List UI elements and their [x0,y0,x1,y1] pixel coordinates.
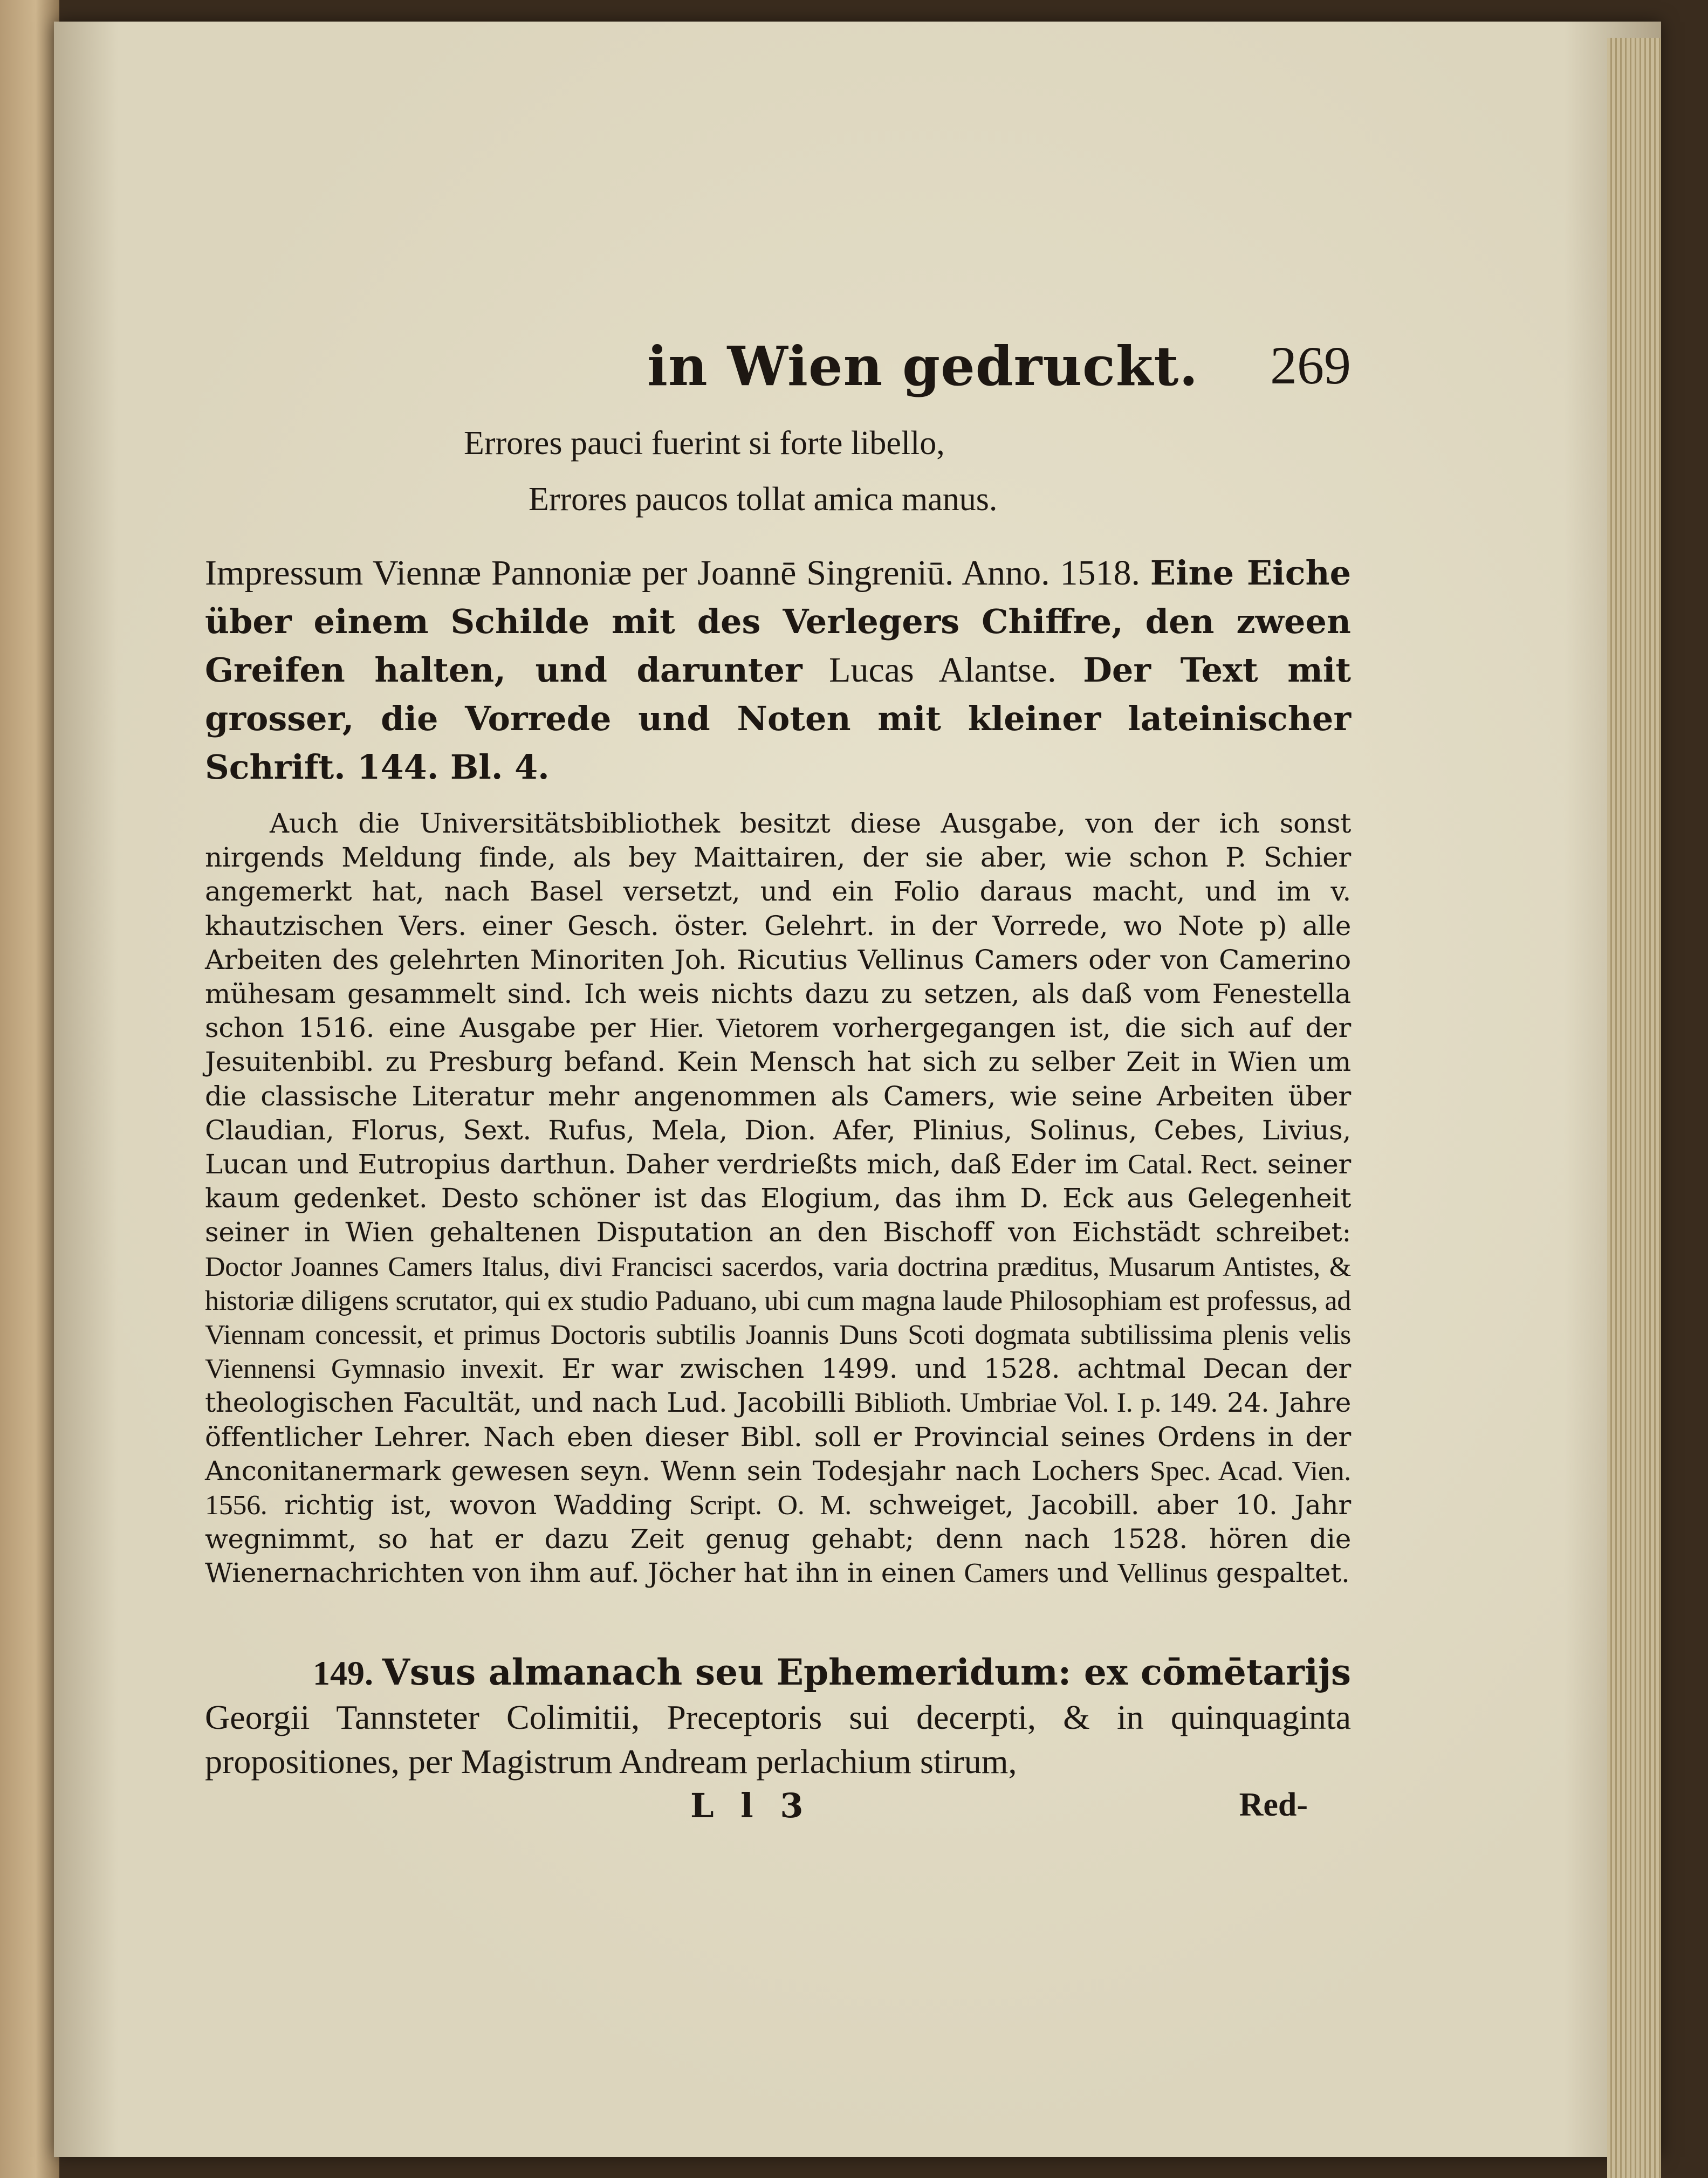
impressum-german-b: Der Text mit grosser, die Vorrede und Noten mit kleiner lateinischer Schrift. 144. Bl. 4. [205,650,1352,787]
impressum-paragraph [205,549,1351,792]
signature-mark: L l 3 [690,1785,811,1825]
note-text-3: seiner kaum gedenket. Desto schöner ist das Elogium, das ihm D. Eck aus Gelegenheit seiner in Wien gehaltenen Disputation an den Bischoff von Eichstädt schreibet: [205,1149,1352,1248]
note-latin-1: Hier. Vietorem [649,1013,819,1044]
note-text-6: richtig ist, wovon Wadding [284,1489,672,1521]
impressum-latin: Impressum Viennæ Pannoniæ per Joannē Singreniū. Anno. 1518. [205,553,1140,593]
page-number: 269 [1270,335,1351,395]
note-text-2: vorhergegangen ist, die sich auf der Jesuitenbibl. zu Presburg befand. Kein Mensch hat sich zu selber Zeit in Wien um die classische Literatur mehr angenommen als Camers, wie seine Arbeiten über Claudian, Florus, Sext. Rufus, Mela, Dion. Afer, Plinius, Solinus, Cebes, Livius, Lucan und Eutropius darthun. Daher verdrießts mich, daß Eder im [205,1012,1351,1180]
note-latin-2: Catal. Rect. [1127,1149,1258,1180]
page-fore-edge [1607,38,1661,2178]
note-text-7: schweiget, Jacobill. aber 10. Jahr wegnimmt, so hat er dazu Zeit genug gehabt; denn nach 1528. hören die Wienernachrichten von ihm auf. Jöcher hat ihn in einen [205,1489,1352,1589]
note-latin-5: Spec. Acad. Vien. 1556. [205,1455,1351,1521]
note-text-8: und [1057,1557,1109,1589]
note-text-4: Er war zwischen 1499. und 1528. achtmal Decan der theologischen Facultät, und nach Lud. Jacobilli [205,1353,1351,1419]
commentary-paragraph [205,807,1351,1591]
entry-text: Georgii Tannsteter Colimitii, Preceptoris sui decerpti, & in quinquaginta propositiones, per Magistrum Andream perlachium stirum, [205,1698,1351,1781]
impressum-latin-name: Lucas Alantse. [829,650,1057,690]
page-footer [205,1786,1351,1835]
commentary-note [205,807,1351,1591]
entry-149 [205,1650,1351,1784]
note-text-5: 24. Jahre öffentlicher Lehrer. Nach eben dieser Bibl. soll er Provincial seines Ordens in der Anconitanermark gewesen seyn. Wenn sein Todesjahr nach Lochers [205,1387,1352,1487]
catchword: Red- [1239,1786,1308,1823]
entry-number: 149. [313,1653,373,1692]
note-latin-7: Camers [964,1558,1049,1589]
note-latin-quote: Doctor Joannes Camers Italus, divi Francisci sacerdos, varia doctrina præditus, Musarum Antistes, & historiæ diligens scrutator, qui ex studio Paduano, ubi cum magna laude Philosophiam est professus, ad Viennam concessit, et primus Doctoris subtilis Joannis Duns Scoti dogmata subtilissima plenis velis Viennensi Gymnasio invexit. [205,1251,1351,1385]
note-text-1: Auch die Universitätsbibliothek besitzt diese Ausgabe, von der ich sonst nirgends Meldung finde, als bey Maittairen, der sie aber, wie schon P. Schier angemerkt hat, nach Basel versetzt, und ein Folio daraus macht, und im v. khautzischen Vers. einer Gesch. öster. Gelehrt. in der Vorrede, wo Note p) alle Arbeiten des gelehrten Minoriten Joh. Ricutius Vellinus Camers oder von Camerino mühesam gesammelt sind. Ich weis nichts dazu zu setzen, als daß vom Fenestella schon 1516. eine Ausgabe per [205,808,1351,1044]
impressum-german-a: Eine Eiche über einem Schilde mit des Verlegers Chiffre, den zween Greifen halten, und darunter [205,553,1352,690]
note-latin-6: Script. O. M. [689,1490,852,1521]
running-head [205,324,1351,415]
entry-title: Vsus almanach seu Ephemeridum: ex cōmētarijs [382,1651,1352,1693]
note-text-9: gespaltet. [1216,1557,1350,1589]
verse-line-1: Errores pauci fuerint si forte libello, [464,425,945,462]
page-content [205,324,1351,1835]
verse-line-2: Errores paucos tollat amica manus. [529,481,998,518]
note-latin-8: Vellinus [1117,1558,1208,1589]
left-page-edge [0,0,59,2178]
note-latin-4: Biblioth. Umbriae Vol. I. p. 149. [854,1387,1218,1419]
running-head-title: in Wien gedruckt. [647,334,1199,398]
